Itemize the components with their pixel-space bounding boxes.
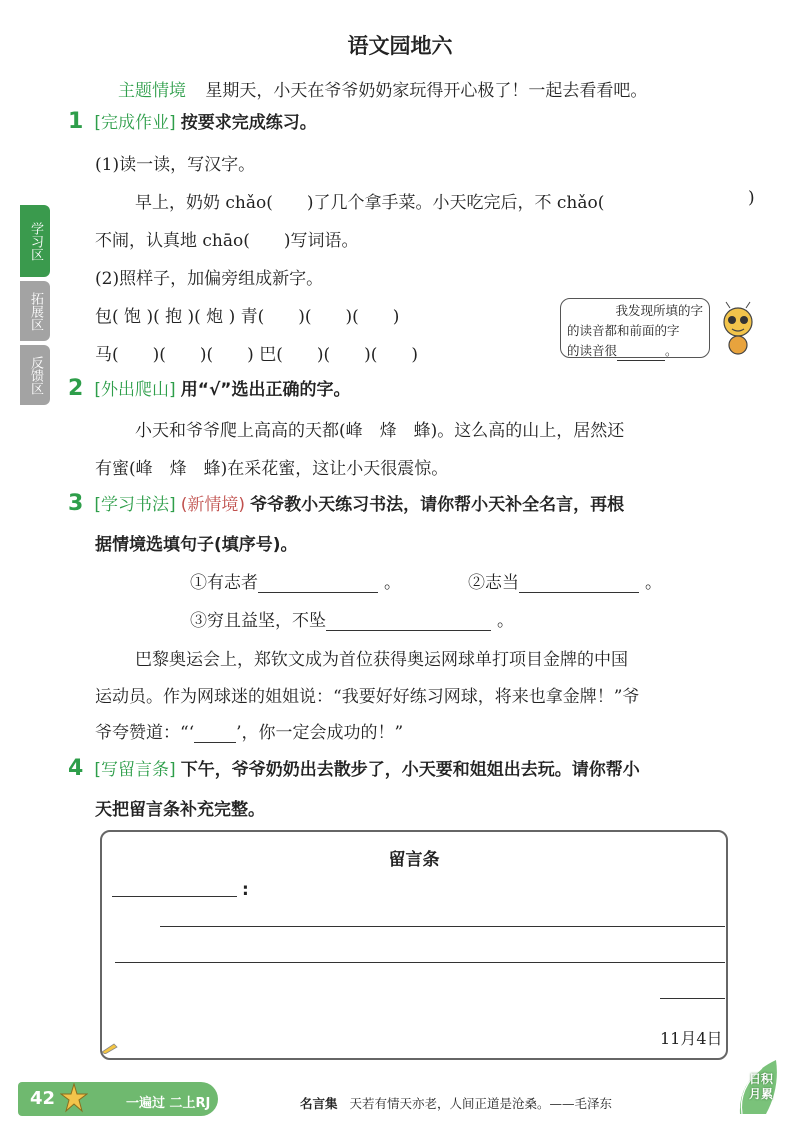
q3-item3-blank[interactable] xyxy=(326,612,491,631)
series-name: 一遍过 二上RJ xyxy=(126,1096,211,1111)
note-title: 留言条 xyxy=(388,850,440,870)
q3-item1-text: ①有志者 xyxy=(190,573,258,593)
q3-para3 xyxy=(95,718,403,743)
theme-line xyxy=(118,76,647,101)
star-mascot-icon xyxy=(60,1083,88,1113)
bubble-blank[interactable] xyxy=(617,346,665,361)
quote-text: 天若有情天亦老，人间正道是沧桑。——毛泽东 xyxy=(349,1096,613,1111)
q2-number: 2 xyxy=(68,376,84,401)
quote-label: 名言集 xyxy=(300,1096,338,1111)
q4-instruction-2: 天把留言条补充完整。 xyxy=(95,800,265,820)
q3-tag: [学习书法] xyxy=(94,495,176,515)
bubble-line-1: 我发现所填的字 xyxy=(615,303,703,318)
note-signature-blank[interactable] xyxy=(660,998,725,999)
note-colon: : xyxy=(242,880,249,900)
q3-item1-blank[interactable] xyxy=(258,574,378,593)
footer-badge xyxy=(736,1058,782,1116)
q3-item1-period: 。 xyxy=(384,573,401,593)
q2-tag: [外出爬山] xyxy=(94,380,176,400)
pencil-icon xyxy=(102,1042,118,1054)
tab-feedback[interactable]: 反馈区 xyxy=(20,345,50,405)
bubble-line-2: 的读音都和前面的字 xyxy=(567,323,680,338)
q3-item2-period: 。 xyxy=(645,573,662,593)
q1-header xyxy=(68,108,317,134)
q3-para3-start: 爷夸赞道：“‘ xyxy=(95,723,195,743)
q2-instruction: 用“√”选出正确的字。 xyxy=(180,380,351,400)
q1-tag: [完成作业] xyxy=(94,113,176,133)
q1-line1-end: ) xyxy=(748,188,755,208)
side-tabs xyxy=(20,205,52,409)
q3-item3-period: 。 xyxy=(497,611,514,631)
theme-label: 主题情境 xyxy=(118,81,186,101)
q3-number: 3 xyxy=(68,491,84,516)
page-title: 语文园地六 xyxy=(347,34,453,58)
q1-row2: 马( )( )( ) 巴( )( )( ) xyxy=(95,345,418,365)
q3-item3 xyxy=(190,606,514,631)
q4-header xyxy=(68,755,640,781)
q3-item1 xyxy=(190,568,401,593)
q4-number: 4 xyxy=(68,756,84,781)
q1-line1: 早上，奶奶 chǎo( )了几个拿手菜。小天吃完后，不 chǎo( xyxy=(135,193,605,213)
q2-line1: 小天和爷爷爬上高高的天都(峰 烽 蜂)。这么高的山上，居然还 xyxy=(135,421,625,441)
q3-item3-text: ③穷且益坚，不坠 xyxy=(190,611,326,631)
note-line-1[interactable] xyxy=(160,926,725,927)
page-number: 42 xyxy=(30,1088,56,1109)
q4-instruction-1: 下午，爷爷奶奶出去散步了，小天要和姐姐出去玩。请你帮小 xyxy=(180,760,640,780)
note-recipient-blank[interactable] xyxy=(112,896,237,897)
bee-mascot-icon xyxy=(718,300,758,356)
note-line-2[interactable] xyxy=(115,962,725,963)
bubble-line-3-text: 的读音很 xyxy=(567,343,618,358)
q1-number: 1 xyxy=(68,109,84,134)
q1-instruction: 按要求完成练习。 xyxy=(180,113,317,133)
q3-para3-blank[interactable] xyxy=(194,724,236,743)
q3-new-tag: (新情境) xyxy=(180,495,246,515)
tab-study[interactable]: 学习区 xyxy=(20,205,50,277)
badge-text: 日积月累 xyxy=(748,1072,773,1101)
q3-header xyxy=(68,490,624,516)
bubble-line-3 xyxy=(567,341,703,361)
footer-quote xyxy=(300,1094,612,1112)
q1-line2: 不闹，认真地 chāo( )写词语。 xyxy=(95,231,359,251)
hint-bubble xyxy=(560,298,710,358)
q3-para1: 巴黎奥运会上，郑钦文成为首位获得奥运网球单打项目金牌的中国 xyxy=(135,650,628,670)
q3-item2-blank[interactable] xyxy=(519,574,639,593)
q2-header xyxy=(68,375,350,401)
q3-instruction-1: 爷爷教小天练习书法，请你帮小天补全名言，再根 xyxy=(250,495,625,515)
q3-instruction-2: 据情境选填句子(填序号)。 xyxy=(95,535,298,555)
q4-tag: [写留言条] xyxy=(94,760,176,780)
q1-part2-label: (2)照样子，加偏旁组成新字。 xyxy=(95,269,324,289)
theme-text: 星期天，小天在爷爷奶奶家玩得开心极了！一起去看看吧。 xyxy=(205,81,648,101)
q3-item2 xyxy=(468,568,662,593)
q3-item2-text: ②志当 xyxy=(468,573,519,593)
tab-extend[interactable]: 拓展区 xyxy=(20,281,50,341)
q3-para3-end: ’，你一定会成功的！” xyxy=(236,723,404,743)
note-date: 11月4日 xyxy=(660,1029,723,1048)
q2-line2: 有蜜(峰 烽 蜂)在采花蜜，这让小天很震惊。 xyxy=(95,459,449,479)
q1-part1-label: (1)读一读，写汉字。 xyxy=(95,155,256,175)
q1-row1: 包( 饱 )( 抱 )( 炮 ) 青( )( )( ) xyxy=(95,307,400,327)
q3-para2: 运动员。作为网球迷的姐姐说：“我要好好练习网球，将来也拿金牌！”爷 xyxy=(95,687,640,707)
bubble-line-3-end: 。 xyxy=(665,343,678,358)
